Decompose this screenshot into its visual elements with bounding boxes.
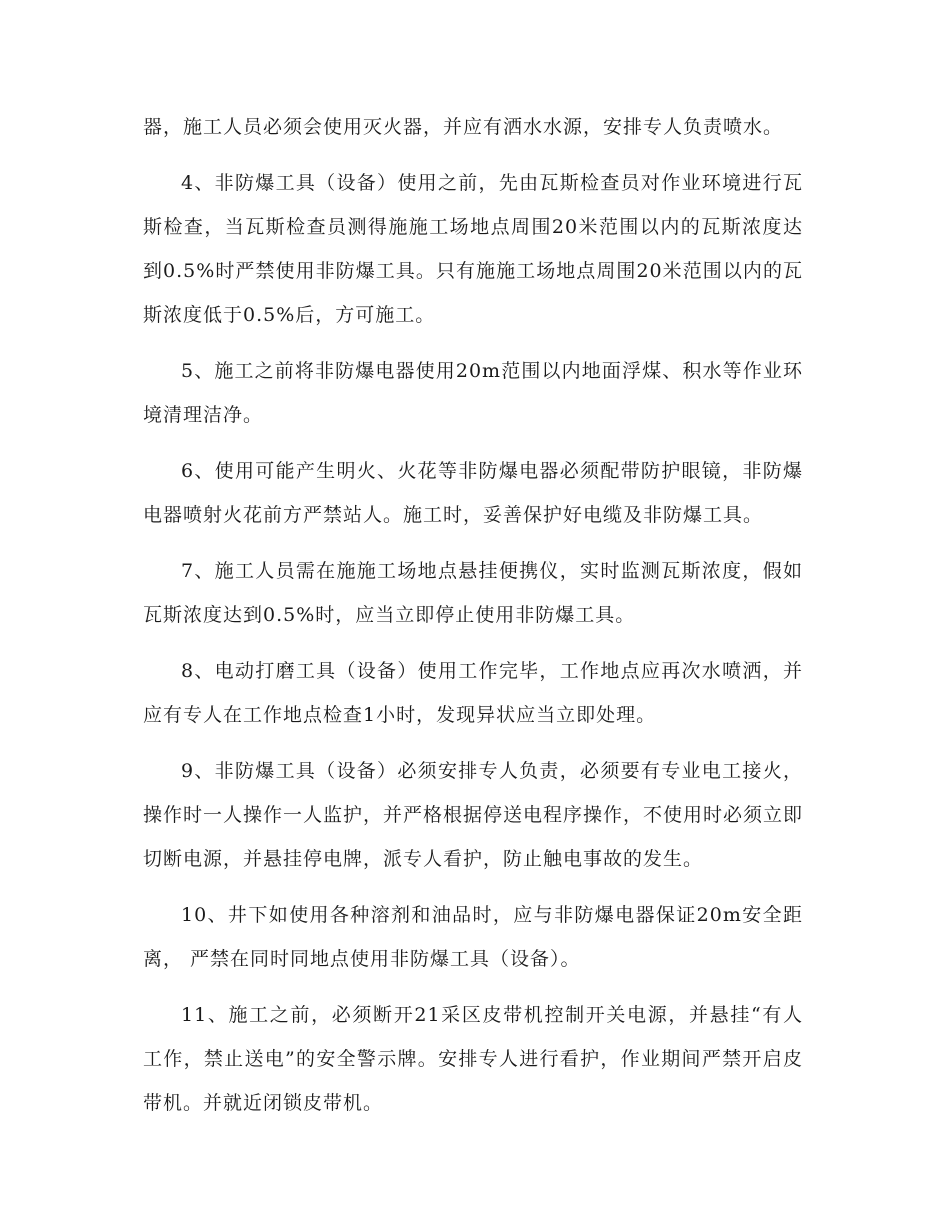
paragraph-item-4: 4、非防爆工具（设备）使用之前，先由瓦斯检查员对作业环境进行瓦斯检查，当瓦斯检查员测得施施工场地点周围20米范围以内的瓦斯浓度达到0.5%时严禁使用非防爆工具。只有施施工场地点周围20米范围以内的瓦斯浓度低于0.5%后，方可施工。 [143,172,803,326]
paragraph-item-9: 9、非防爆工具（设备）必须安排专人负责，必须要有专业电工接火，操作时一人操作一人监护，并严格根据停送电程序操作，不使用时必须立即切断电源，并悬挂停电牌，派专人看护，防止触电事故的发生。 [143,760,804,870]
paragraph-item-8: 8、电动打磨工具（设备）使用工作完毕，工作地点应再次水喷洒，并应有专人在工作地点检查1小时，发现异状应当立即处理。 [143,660,803,726]
paragraph-item-10: 10、井下如使用各种溶剂和油品时，应与非防爆电器保证20m安全距离， 严禁在同时同地点使用非防爆工具（设备）。 [143,904,803,970]
paragraph-item-7: 7、施工人员需在施施工场地点悬挂便携仪，实时监测瓦斯浓度，假如瓦斯浓度达到0.5%时，应当立即停止使用非防爆工具。 [143,560,803,626]
paragraph-item-5: 5、施工之前将非防爆电器使用20m范围以内地面浮煤、积水等作业环境清理洁净。 [143,360,803,426]
document-body [143,105,803,1137]
paragraph-item-11: 11、施工之前，必须断开21采区皮带机控制开关电源，并悬挂“有人工作，禁止送电”的安全警示牌。安排专人进行看护，作业期间严禁开启皮带机。并就近闭锁皮带机。 [143,1004,803,1114]
paragraph-item-6: 6、使用可能产生明火、火花等非防爆电器必须配带防护眼镜，非防爆电器喷射火花前方严禁站人。施工时，妥善保护好电缆及非防爆工具。 [143,460,803,526]
paragraph-continuation: 器，施工人员必须会使用灭火器，并应有洒水水源，安排专人负责喷水。 [143,116,784,138]
